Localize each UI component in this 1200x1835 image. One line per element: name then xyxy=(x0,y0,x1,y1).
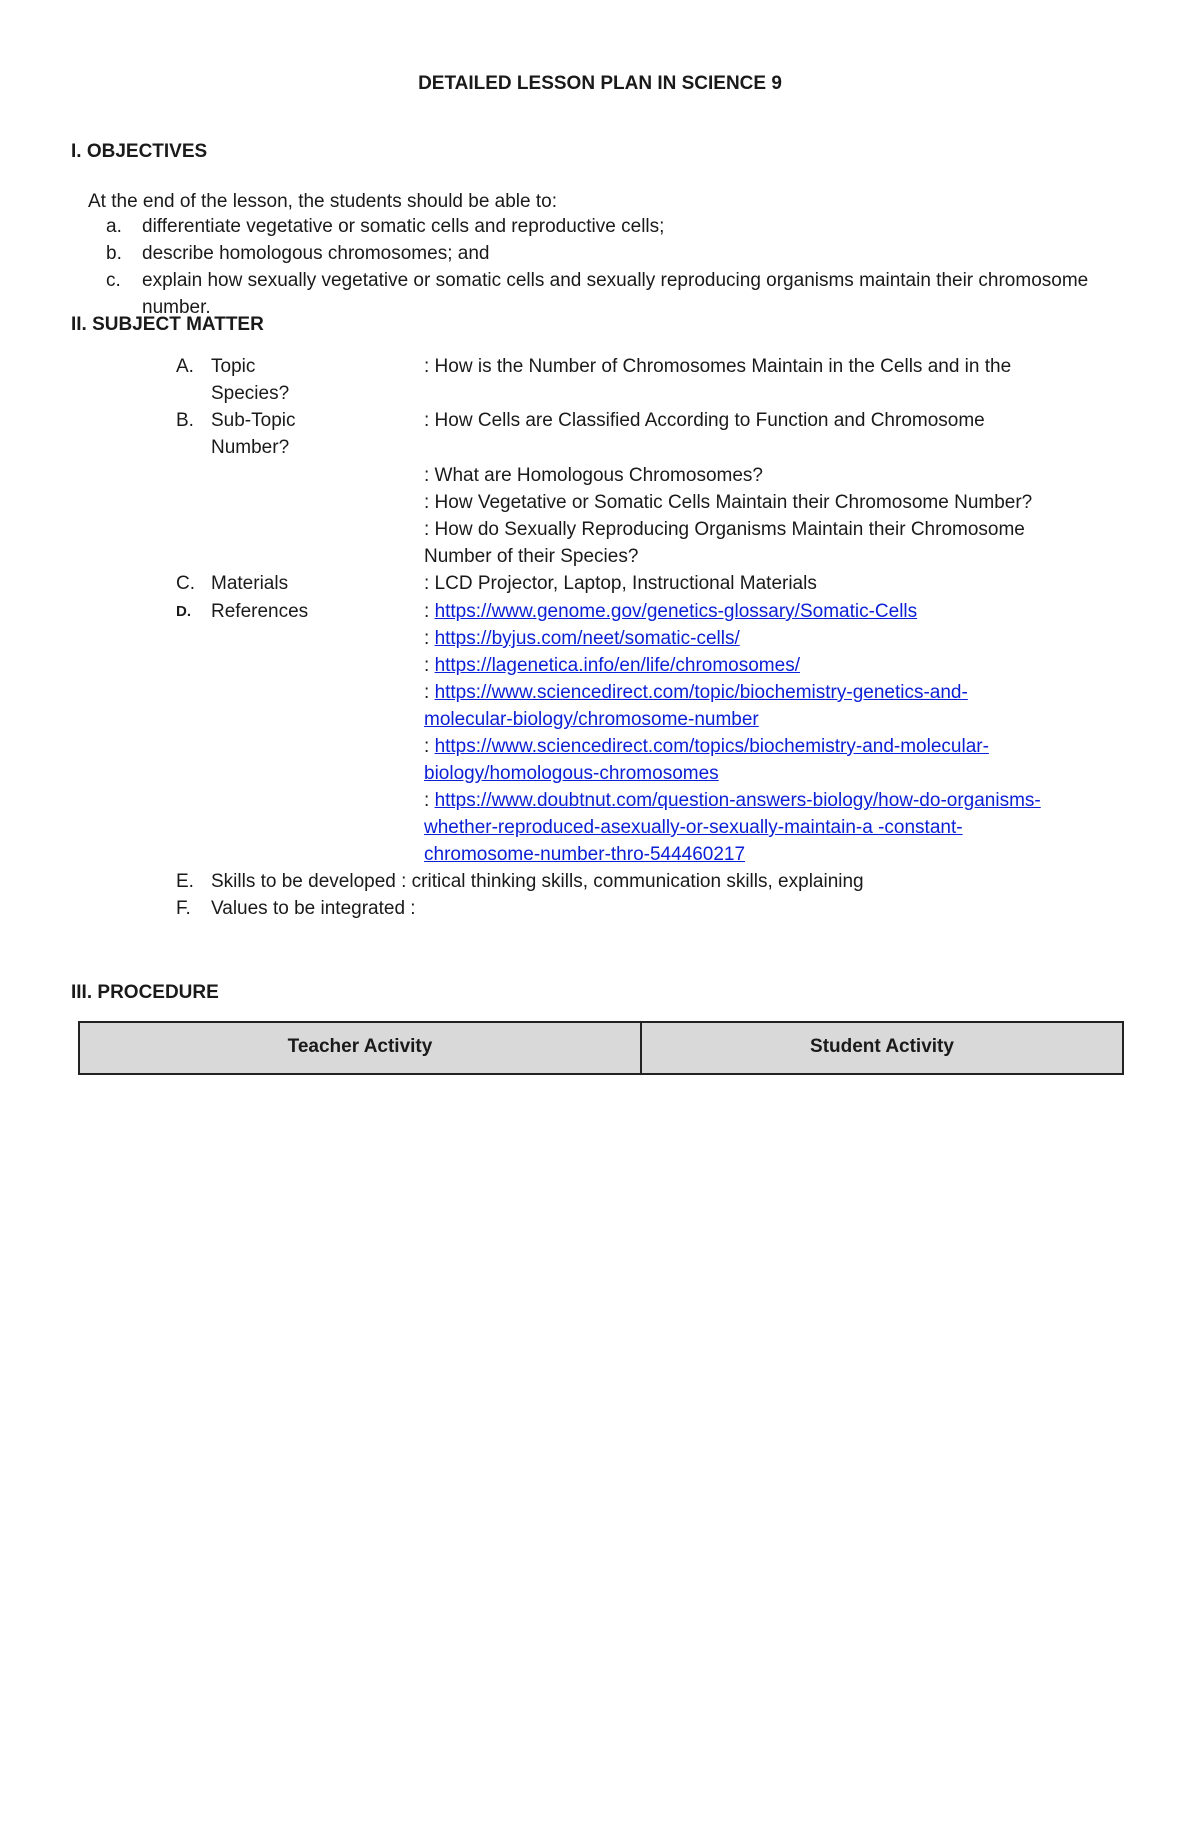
reference-link[interactable]: chromosome-number-thro-544460217 xyxy=(424,844,746,865)
student-activity-header: Student Activity xyxy=(810,1036,954,1057)
materials-value: : LCD Projector, Laptop, Instructional Materials xyxy=(424,573,817,594)
reference-prefix: : xyxy=(424,736,435,757)
reference-link[interactable]: https://www.genome.gov/genetics-glossary/Somatic-Cells xyxy=(434,601,918,622)
references-label: References xyxy=(211,601,309,622)
objective-text: describe homologous chromosomes; and xyxy=(142,243,490,264)
objectives-heading: I. OBJECTIVES xyxy=(71,141,208,162)
reference-prefix: : xyxy=(424,682,435,703)
objectives-list xyxy=(106,213,1106,321)
objective-letter: c. xyxy=(106,270,121,291)
reference-link[interactable]: https://www.sciencedirect.com/topic/biochemistry-genetics-and- xyxy=(434,682,968,703)
reference-link[interactable]: https://www.sciencedirect.com/topics/biochemistry-and-molecular- xyxy=(434,736,989,757)
reference-link[interactable]: biology/homologous-chromosomes xyxy=(424,763,719,784)
document-title: DETAILED LESSON PLAN IN SCIENCE 9 xyxy=(418,73,782,94)
subtopic-extra: : How do Sexually Reproducing Organisms Maintain their Chromosome xyxy=(424,519,1025,540)
reference-item xyxy=(424,625,1144,652)
reference-item xyxy=(424,652,1144,679)
objective-letter: b. xyxy=(106,243,122,264)
reference-item-continued xyxy=(424,814,1144,841)
topic-label: Topic xyxy=(211,356,256,377)
subtopic-extra: : How Vegetative or Somatic Cells Maintain their Chromosome Number? xyxy=(424,492,1033,513)
reference-item-continued xyxy=(424,760,1144,787)
materials-letter: C. xyxy=(176,573,195,594)
reference-prefix: : xyxy=(424,790,435,811)
subtopic-value: : How Cells are Classified According to Function and Chromosome xyxy=(424,410,985,431)
topic-value-continued: Species? xyxy=(211,383,290,404)
reference-prefix: : xyxy=(424,601,435,622)
reference-item xyxy=(424,679,1144,706)
reference-item xyxy=(424,733,1144,760)
objective-text: differentiate vegetative or somatic cells and reproductive cells; xyxy=(142,216,665,237)
subtopic-letter: B. xyxy=(176,410,194,431)
reference-item-continued xyxy=(424,841,1144,868)
skills-letter: E. xyxy=(176,871,194,892)
skills-text: Skills to be developed : critical thinking skills, communication skills, explaining xyxy=(211,871,864,892)
objective-item xyxy=(106,213,1106,240)
subtopic-value-continued: Number? xyxy=(211,437,290,458)
reference-prefix: : xyxy=(424,628,435,649)
values-letter: F. xyxy=(176,898,191,919)
values-text: Values to be integrated : xyxy=(211,898,416,919)
subtopic-extra: Number of their Species? xyxy=(424,546,639,567)
subject-matter-heading: II. SUBJECT MATTER xyxy=(71,314,264,335)
reference-item-continued xyxy=(424,706,1144,733)
reference-link[interactable]: https://www.doubtnut.com/question-answers-biology/how-do-organisms- xyxy=(434,790,1041,811)
materials-label: Materials xyxy=(211,573,289,594)
reference-link[interactable]: https://byjus.com/neet/somatic-cells/ xyxy=(434,628,740,649)
objective-text: explain how sexually vegetative or somatic cells and sexually reproducing organisms maintain their chromosome number. xyxy=(142,270,1089,318)
objective-letter: a. xyxy=(106,216,122,237)
procedure-table xyxy=(78,1021,1124,1075)
reference-link[interactable]: molecular-biology/chromosome-number xyxy=(424,709,759,730)
reference-link[interactable]: whether-reproduced-asexually-or-sexually-maintain-a -constant- xyxy=(424,817,963,838)
procedure-heading: III. PROCEDURE xyxy=(71,982,219,1003)
topic-letter: A. xyxy=(176,356,194,377)
reference-item xyxy=(424,787,1144,814)
subtopic-label: Sub-Topic xyxy=(211,410,296,431)
reference-link[interactable]: https://lagenetica.info/en/life/chromosomes/ xyxy=(434,655,800,676)
subtopic-extra: : What are Homologous Chromosomes? xyxy=(424,465,763,486)
topic-value: : How is the Number of Chromosomes Maintain in the Cells and in the xyxy=(424,356,1012,377)
reference-item xyxy=(424,598,1144,625)
objectives-intro: At the end of the lesson, the students should be able to: xyxy=(88,191,557,212)
reference-prefix: : xyxy=(424,655,435,676)
references-letter: D. xyxy=(176,603,191,620)
objective-item xyxy=(106,240,1106,267)
teacher-activity-header: Teacher Activity xyxy=(80,1023,642,1073)
